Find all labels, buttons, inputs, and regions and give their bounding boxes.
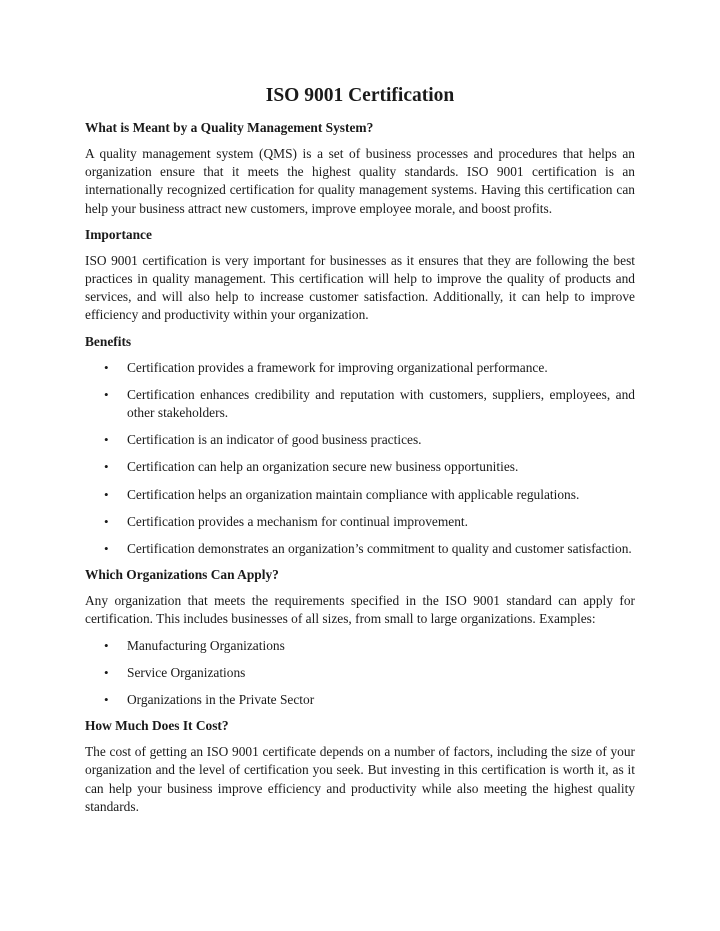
section-heading-who: Which Organizations Can Apply? [85,567,279,583]
bullet-icon: • [104,486,109,502]
bullet-icon: • [104,513,109,529]
section-paragraph-qms: A quality management system (QMS) is a set of business processes and procedures that helps an organization ensure that it meets the highest quality standards. ISO 9001 certification is an internationally recognized certification for quality management systems. Having this certification can help your business attract new customers, improve employee morale, and boost profits. [85,146,635,216]
bullet-icon: • [104,432,109,448]
section-heading-qms: What is Meant by a Quality Management System? [85,120,374,135]
list-item [85,664,635,682]
list-item-text: Service Organizations [127,664,246,680]
list-item [85,637,635,655]
section-paragraph-cost: The cost of getting an ISO 9001 certificate depends on a number of factors, including the size of your organization and the level of certification you seek. But investing in this certification is worth it, as it can help your business improve efficiency and productivity while also meeting the highest quality standards. [85,744,635,814]
list-item [85,458,635,476]
list-item-text: Certification enhances credibility and reputation with customers, suppliers, employees, and other stakeholders. [127,386,635,421]
bullet-icon: • [104,359,109,375]
list-item-text: Certification demonstrates an organization’s commitment to quality and customer satisfaction. [127,541,632,557]
list-item [85,540,635,558]
list-item-text: Certification provides a framework for improving organizational performance. [127,359,548,375]
list-item-text: Certification helps an organization maintain compliance with applicable regulations. [127,486,580,502]
bullet-icon: • [104,541,109,557]
list-item-text: Certification provides a mechanism for continual improvement. [127,513,468,529]
list-item [85,431,635,449]
bullet-icon: • [104,664,109,680]
benefits-list [85,359,635,559]
bullet-icon: • [104,459,109,475]
list-item [85,486,635,504]
bullet-icon: • [104,692,109,708]
bullet-icon: • [104,386,109,402]
list-item [85,691,635,709]
list-item [85,513,635,531]
list-item-text: Certification is an indicator of good business practices. [127,432,422,448]
list-item [85,386,635,422]
section-heading-benefits: Benefits [85,333,132,349]
list-item-text: Certification can help an organization secure new business opportunities. [127,459,519,475]
section-heading-cost: How Much Does It Cost? [85,718,229,734]
list-item [85,359,635,377]
document-title: ISO 9001 Certification [265,85,455,106]
organizations-list [85,637,635,710]
bullet-icon: • [104,637,109,653]
section-paragraph-importance: ISO 9001 certification is very important for businesses as it ensures that they are following the best practices in quality management. This certification will help to improve the quality of products and services, and will also help to increase customer satisfaction. Additionally, it can help to improve efficiency and productivity within your organization. [85,252,635,323]
list-item-text: Organizations in the Private Sector [127,692,315,708]
section-paragraph-who: Any organization that meets the requirements specified in the ISO 9001 standard can apply for certification. This includes businesses of all sizes, from small to large organizations. Examples: [85,593,635,627]
section-heading-importance: Importance [85,226,152,242]
list-item-text: Manufacturing Organizations [127,637,285,653]
